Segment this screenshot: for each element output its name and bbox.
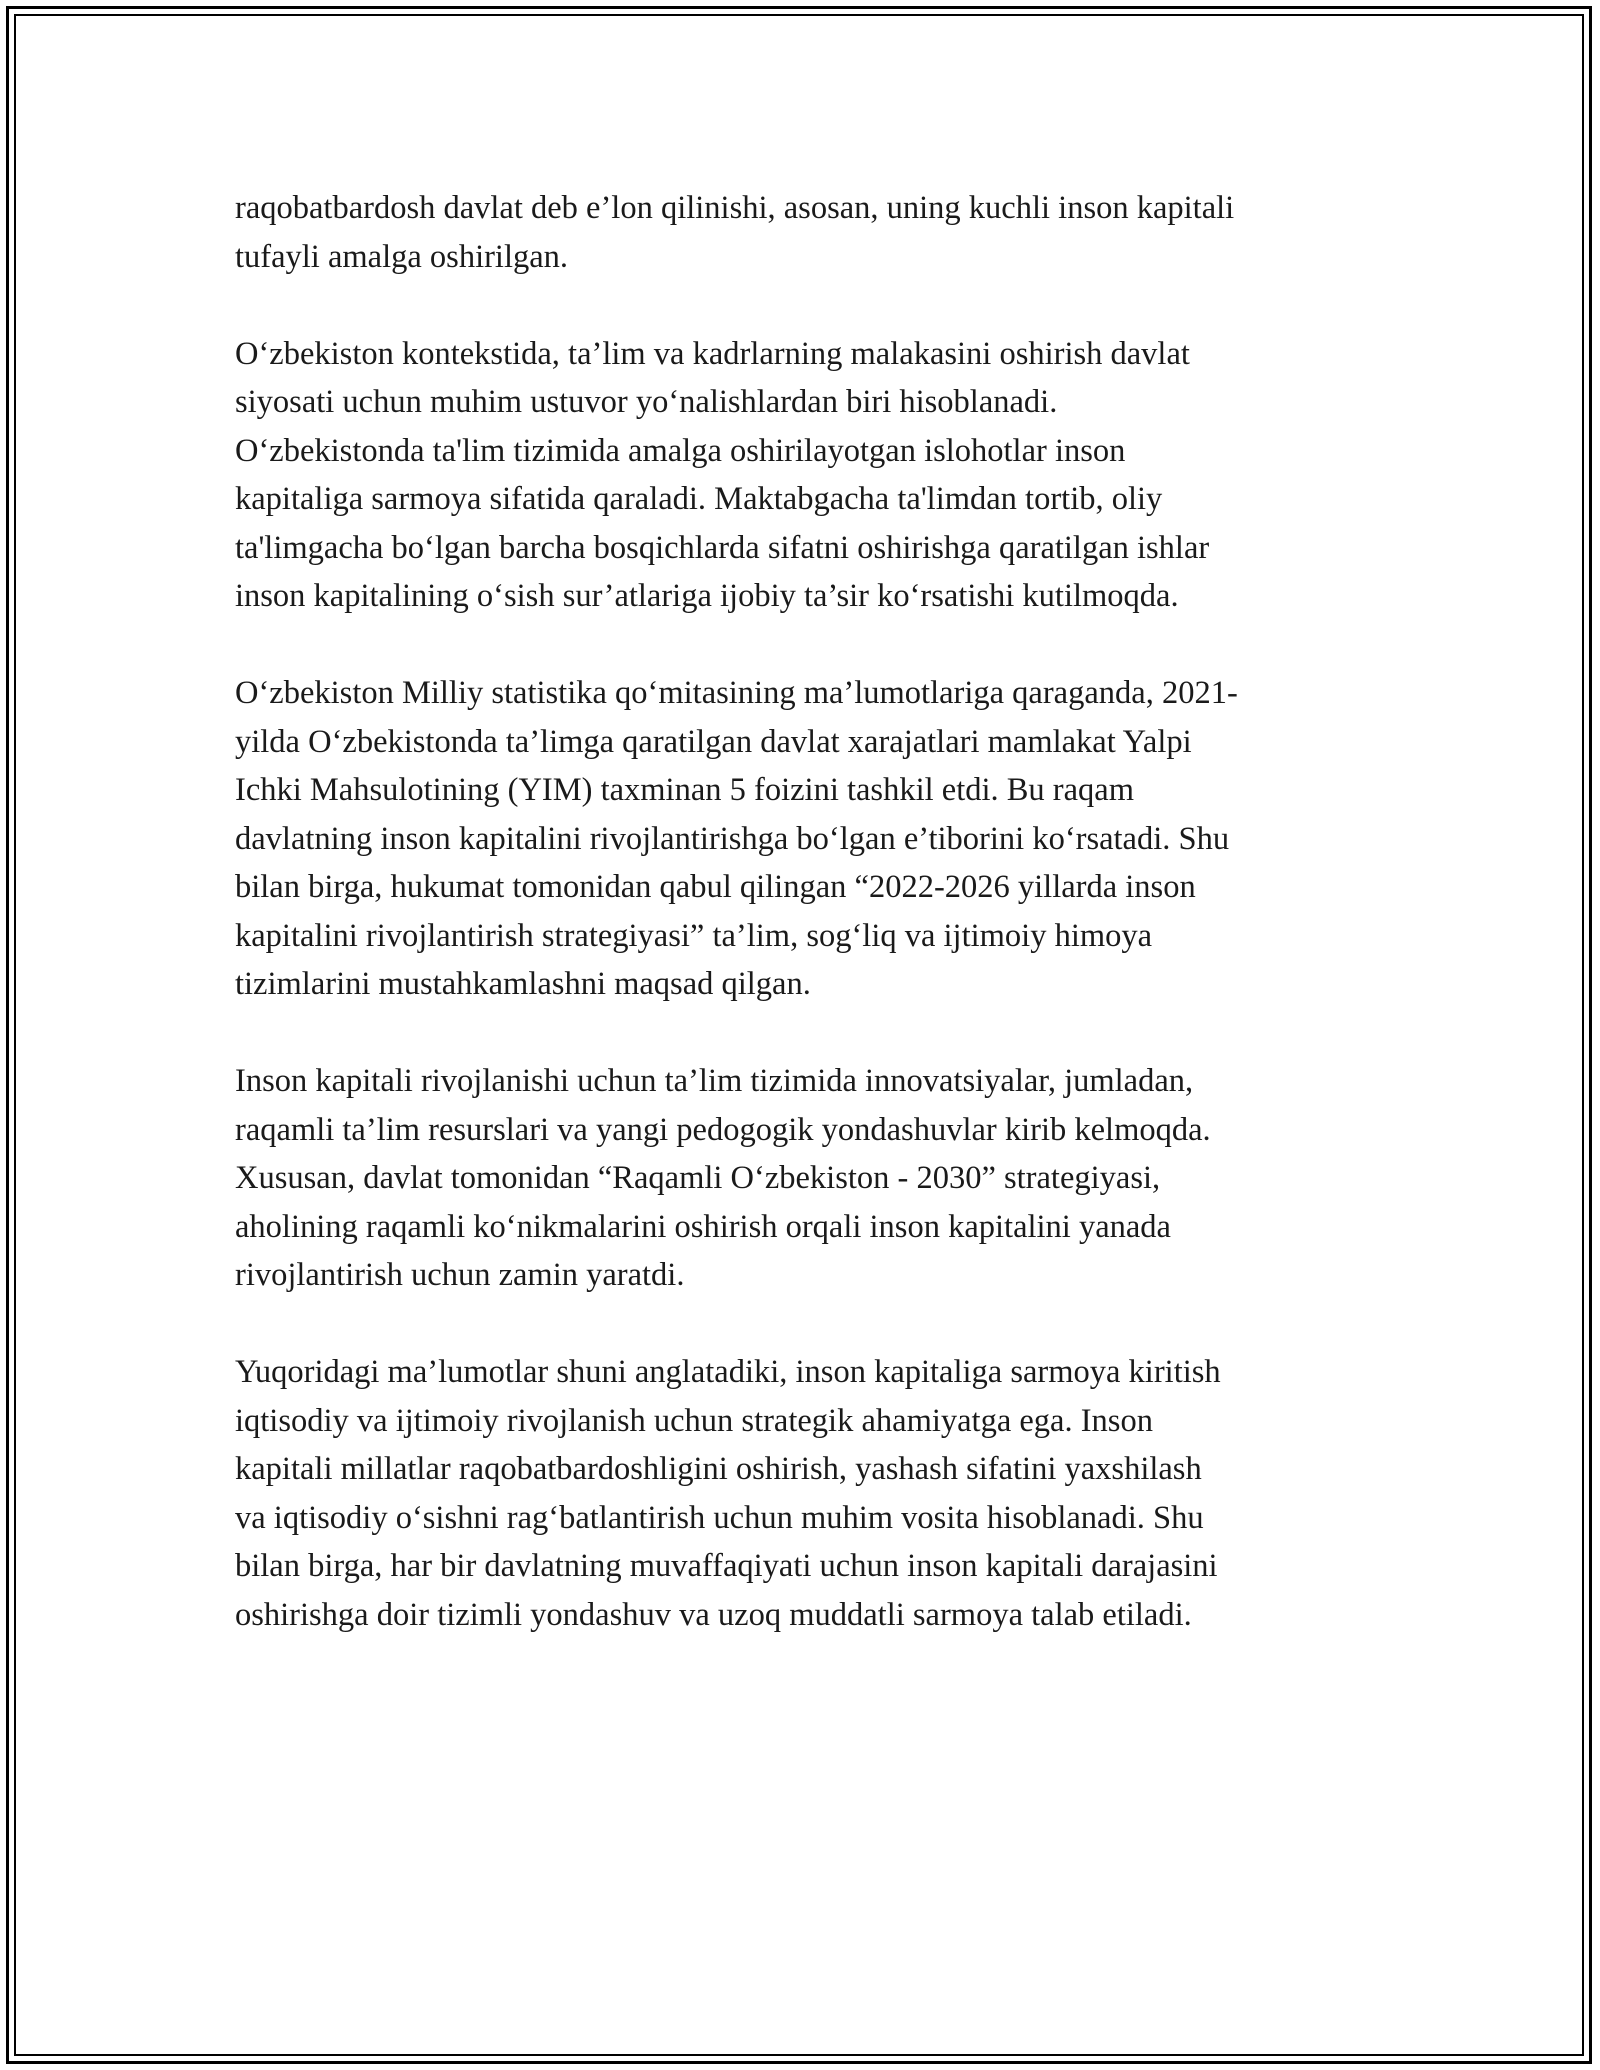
paragraph-2: O‘zbekiston kontekstida, ta’lim va kadrlarning malakasini oshirish davlat siyosati uchun muhim ustuvor yo‘nalishlardan biri hisoblanadi. O‘zbekistonda ta'lim tizimida amalga oshirilayotgan islohotlar inson kapitaliga sarmoya sifatida qaraladi. Maktabgacha ta'limdan tortib, oliy ta'limgacha bo‘lgan barcha bosqichlarda sifatni oshirishga qaratilgan ishlar inson kapitalining o‘sish sur’atlariga ijobiy ta’sir ko‘rsatishi kutilmoqda. — [235, 335, 1210, 614]
paragraph-3: O‘zbekiston Milliy statistika qo‘mitasining ma’lumotlariga qaraganda, 2021- yilda O‘zbekistonda ta’limga qaratilgan davlat xarajatlari mamlakat Yalpi Ichki Mahsulotining (YIM) taxminan 5 foizini tashkil etdi. Bu raqam davlatning inson kapitalini rivojlantirishga bo‘lgan e’tiborini ko‘rsatadi. Shu bilan birga, hukumat tomonidan qabul qilingan “2022-2026 yillarda inson kapitalini rivojlantirish strategiyasi” ta’lim, sog‘liq va ijtimoiy himoya tizimlarini mustahkamlashni maqsad qilgan. — [235, 675, 1238, 1002]
document-body — [235, 184, 1375, 1688]
paragraph-1: raqobatbardosh davlat deb e’lon qilinishi, asosan, uning kuchli inson kapitali tufayli amalga oshirilgan. — [235, 190, 1235, 275]
paragraph-5: Yuqoridagi ma’lumotlar shuni anglatadiki, inson kapitaliga sarmoya kiritish iqtisodiy va ijtimoiy rivojlanish uchun strategik ahamiyatga ega. Inson kapitali millatlar raqobatbardoshligini oshirish, yashash sifatini yaxshilash va iqtisodiy o‘sishni rag‘batlantirish uchun muhim vosita hisoblanadi. Shu bilan birga, har bir davlatning muvaffaqiyati uchun inson kapitali darajasini oshirishga doir tizimli yondashuv va uzoq muddatli sarmoya talab etiladi. — [235, 1354, 1221, 1633]
paragraph-4: Inson kapitali rivojlanishi uchun ta’lim tizimida innovatsiyalar, jumladan, raqamli ta’lim resurslari va yangi pedogogik yondashuvlar kirib kelmoqda. Xususan, davlat tomonidan “Raqamli O‘zbekiston - 2030” strategiyasi, aholining raqamli ko‘nikmalarini oshirish orqali inson kapitalini yanada rivojlantirish uchun zamin yaratdi. — [235, 1063, 1211, 1293]
